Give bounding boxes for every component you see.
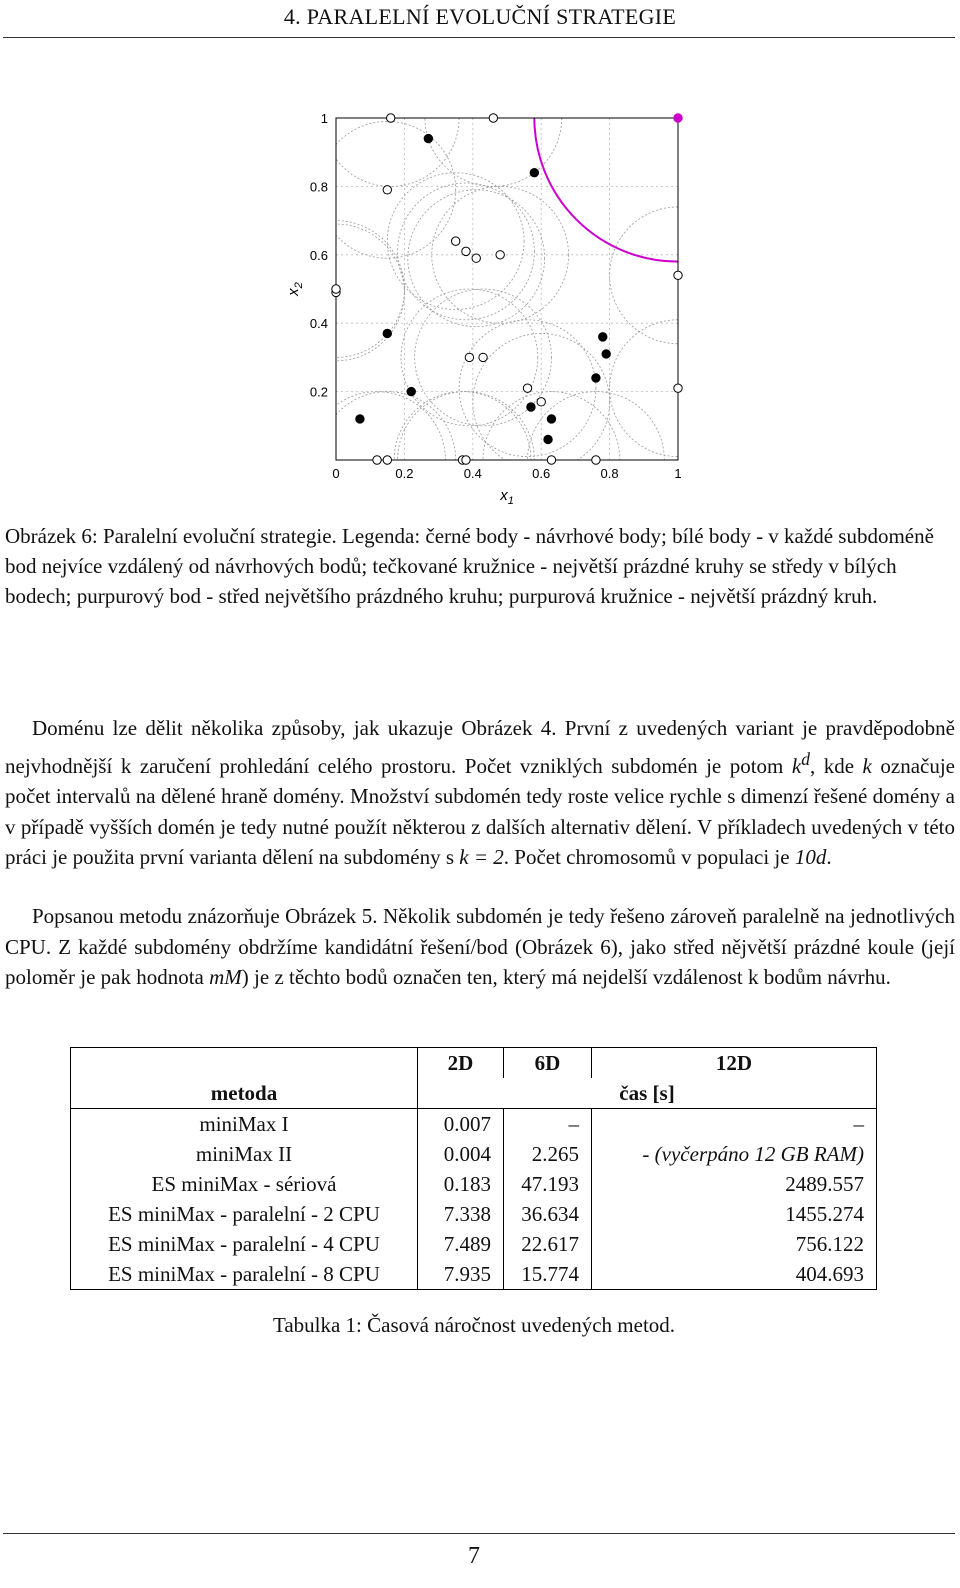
design-point xyxy=(530,169,538,177)
white-point xyxy=(523,384,531,392)
design-point xyxy=(544,435,552,443)
table-row: ES miniMax - sériová 0.183 47.193 2489.557 xyxy=(71,1169,877,1199)
x-tick-label: 1 xyxy=(674,466,682,481)
design-point xyxy=(407,387,415,395)
running-head: 4. PARALELNÍ EVOLUČNÍ STRATEGIE xyxy=(283,4,677,29)
header-rule xyxy=(3,37,955,38)
table-row: ES miniMax - paralelní - 2 CPU 7.338 36.634 1455.274 xyxy=(71,1199,877,1229)
page-number: 7 xyxy=(468,1543,480,1569)
footer-rule xyxy=(3,1533,955,1534)
white-point xyxy=(479,353,487,361)
design-point xyxy=(602,350,610,358)
header-12d: 12D xyxy=(592,1048,877,1079)
white-point xyxy=(465,353,473,361)
results-table xyxy=(70,1047,877,1290)
design-point xyxy=(599,333,607,341)
table-header-row xyxy=(71,1078,877,1109)
plot-frame xyxy=(336,118,678,460)
empty-circle xyxy=(610,320,716,457)
paragraph-2: Popsanou metodu znázorňuje Obrázek 5. Několik subdomén je tedy řešeno zároveň paralelně na jednotlivých CPU. Z každé subdomény obdržíme kandidátní řešení/bod (Obrázek 6), jako střed nějvětší prázdné koule (její poloměr je pak hodnota mM) je z těchto bodů označen ten, který má nejdelší vzdálenost k bodům návrhu. xyxy=(5,904,955,990)
white-point xyxy=(373,456,381,464)
design-point xyxy=(356,415,364,423)
white-point xyxy=(547,456,555,464)
table-caption: Tabulka 1: Časová náročnost uvedených metod. xyxy=(272,1313,676,1337)
header-method: metoda xyxy=(71,1078,418,1109)
y-tick-label: 0.8 xyxy=(309,179,328,195)
paragraph-1: Doménu lze dělit několika způsoby, jak ukazuje Obrázek 4. První z uvedených variant je pravděpodobně nejvhodnější k zaručení prohledání celého prostoru. Počet vzniklých subdomén je potom $k^d$, kde k označuje počet intervalů na dělené hraně domény. Množství subdomén tedy roste velice rychle s dimenzí řešené domény a v případě vyšších domén je tedy nutné použít některou z dalších alternativ dělení. V příkladech uvedených v této práci je použita první varianta dělení na subdomény s k = 2. Počet chromosomů v populaci je 10d. xyxy=(5,716,955,870)
empty-circle xyxy=(322,100,459,186)
white-point xyxy=(537,398,545,406)
design-point xyxy=(383,329,391,337)
dotted-circles xyxy=(276,100,716,520)
design-point xyxy=(527,403,535,411)
white-point xyxy=(674,384,682,392)
white-point xyxy=(383,186,391,194)
white-point xyxy=(489,114,497,122)
y-tick-label: 0.6 xyxy=(309,247,328,263)
x-tick-label: 0.4 xyxy=(463,466,482,481)
white-point xyxy=(462,456,470,464)
scatter-figure xyxy=(276,100,716,520)
white-point xyxy=(383,456,391,464)
white-point xyxy=(462,247,470,255)
white-point xyxy=(592,456,600,464)
design-point xyxy=(424,134,432,142)
table-row: miniMax I 0.007 – – xyxy=(71,1109,877,1140)
white-point xyxy=(452,237,460,245)
header-time: čas [s] xyxy=(418,1078,877,1109)
x-tick-label: 0.2 xyxy=(395,466,414,481)
design-point xyxy=(547,415,555,423)
white-point xyxy=(496,251,504,259)
table-row: miniMax II 0.004 2.265 - (vyčerpáno 12 GB RAM) xyxy=(71,1139,877,1169)
white-point xyxy=(472,254,480,262)
white-point xyxy=(332,285,340,293)
figure-caption: Obrázek 6: Paralelní evoluční strategie. Legenda: černé body - návrhové body; bílé body - v každé subdoméně bod nejvíce vzdálený od návrhových bodů; tečkované kružnice - největší prázdné kruhy se středy v bílých bodech; purpurový bod - střed největšího prázdného kruhu; purpurová kružnice - největší prázdný kruh. xyxy=(5,524,934,608)
grid-lines xyxy=(336,118,678,460)
y-tick-label: 0.4 xyxy=(309,316,328,332)
table-row: ES miniMax - paralelní - 4 CPU 7.489 22.617 756.122 xyxy=(71,1229,877,1259)
largest-empty-circle-group xyxy=(534,100,716,262)
y-tick-label: 1 xyxy=(320,111,328,126)
table-dimension-row xyxy=(71,1048,877,1079)
header-6d: 6D xyxy=(504,1048,592,1079)
white-point xyxy=(674,271,682,279)
axis-ticks xyxy=(310,111,682,481)
white-point xyxy=(387,114,395,122)
table-row: ES miniMax - paralelní - 8 CPU 7.935 15.774 404.693 xyxy=(71,1259,877,1290)
largest-empty-circle xyxy=(534,100,716,262)
y-axis-label: $x_2$ xyxy=(285,282,305,296)
x-tick-label: 0.6 xyxy=(532,466,551,481)
design-point xyxy=(592,374,600,382)
x-tick-label: 0.8 xyxy=(600,466,619,481)
magenta-point xyxy=(674,114,682,122)
x-axis-label: $x_1$ xyxy=(500,487,514,507)
y-tick-label: 0.2 xyxy=(309,384,328,400)
header-2d: 2D xyxy=(418,1048,504,1079)
x-tick-label: 0 xyxy=(332,466,340,481)
data-points xyxy=(332,114,682,464)
